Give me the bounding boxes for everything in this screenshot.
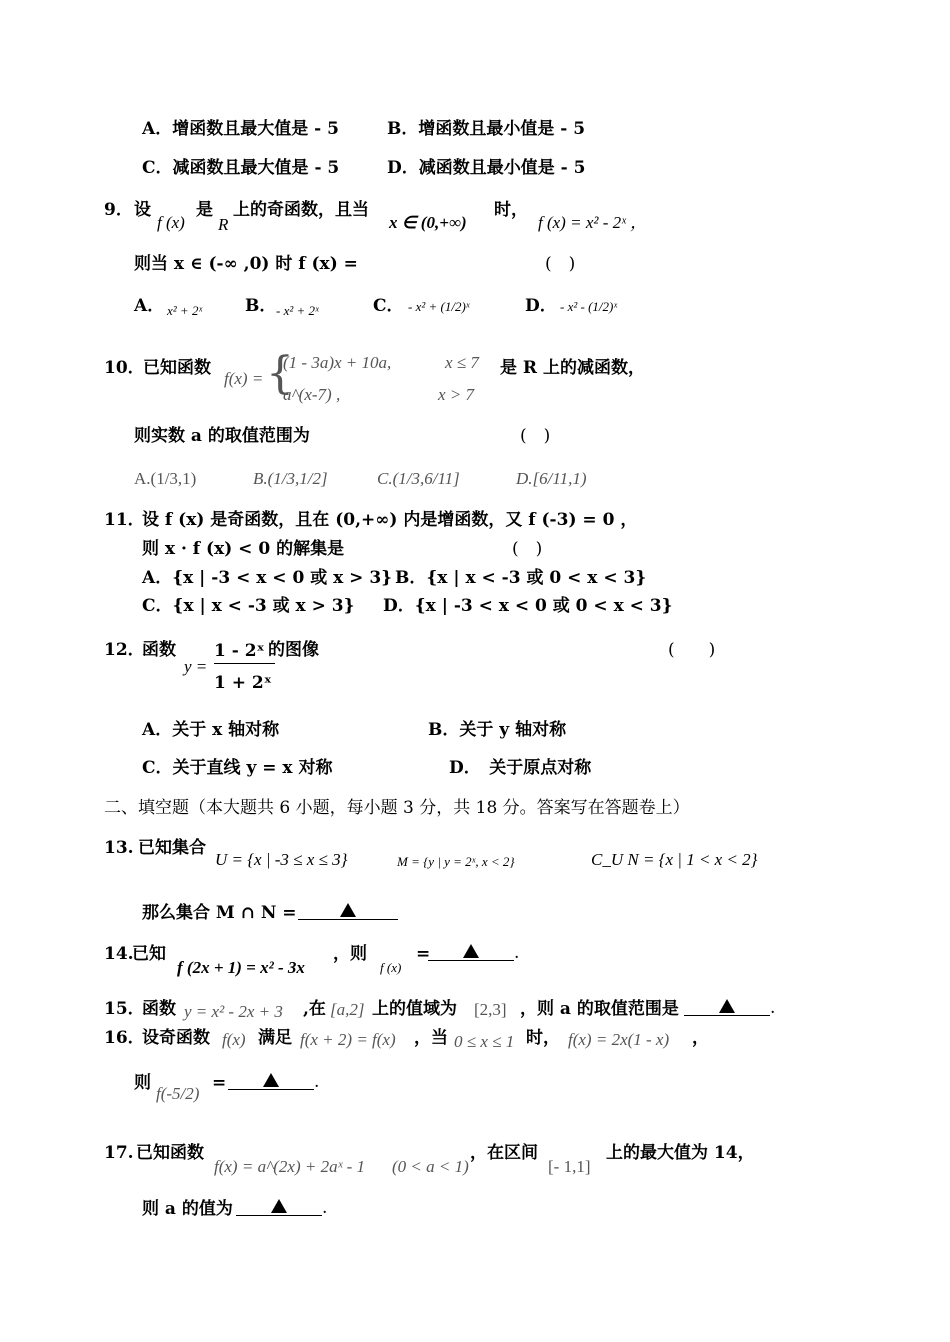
q16-text: ，当 xyxy=(414,1028,448,1048)
q10-brace: { xyxy=(266,348,294,399)
q10-case2: a^(x-7) , xyxy=(283,385,341,404)
q10-cond2: x > 7 xyxy=(438,385,475,404)
q9-text: 设 xyxy=(134,200,151,220)
q16-question-line: 则 xyxy=(134,1073,151,1093)
q17-question-line: 则 a 的值为 xyxy=(142,1199,233,1219)
triangle-icon xyxy=(271,1199,287,1213)
q9-answer-paren: ( ) xyxy=(545,254,576,274)
q16-fx: f(x) xyxy=(222,1030,246,1049)
q15-range-text: 上的值域为 xyxy=(372,999,457,1019)
q9-option-b-label: B． xyxy=(245,296,277,316)
q17-answer-blank[interactable]: . xyxy=(236,1197,327,1217)
q14-tail: ，则 xyxy=(333,944,367,964)
q9-fx: f (x) xyxy=(157,213,185,232)
q17-expression: f(x) = a^(2x) + 2aˣ - 1 xyxy=(214,1157,366,1176)
q15-expression: y = x² - 2x + 3 xyxy=(184,1002,283,1021)
q10-option-c: C.(1/3,6/11] xyxy=(377,469,460,488)
q16-answer-blank[interactable]: . xyxy=(228,1071,319,1091)
q16-comma: ， xyxy=(692,1028,709,1048)
q10-number: 10． xyxy=(104,358,145,378)
q12-answer-paren: ( ) xyxy=(668,640,716,660)
q11-option-c: C．{x | x < -3 或 x > 3} xyxy=(142,596,355,616)
q11-line2: 则 x · f (x) < 0 的解集是 xyxy=(142,539,345,559)
q11-option-a: A．{x | -3 < x < 0 或 x > 3} xyxy=(142,568,393,588)
q9-option-d-label: D． xyxy=(525,296,557,316)
q17-condition: (0 < a < 1) xyxy=(392,1157,469,1176)
q15-number: 15． xyxy=(104,999,145,1019)
q13-answer-blank[interactable] xyxy=(298,901,398,921)
q16-expression: f(x) = 2x(1 - x) xyxy=(568,1030,670,1049)
q9-text: 时， xyxy=(494,200,528,220)
q9-option-c: - x² + (1/2)ˣ xyxy=(408,299,470,314)
q16-condition: f(x + 2) = f(x) xyxy=(300,1030,396,1049)
q9-option-b: - x² + 2ˣ xyxy=(276,303,319,318)
q12-number: 12． xyxy=(104,640,145,660)
q16-eq: = xyxy=(212,1073,227,1093)
q10-option-d: D.[6/11,1) xyxy=(516,469,587,488)
q10-text: 已知函数 xyxy=(143,358,211,378)
q9-option-a-label: A． xyxy=(134,296,165,316)
q11-option-b: B．{x | x < -3 或 0 < x < 3} xyxy=(395,568,647,588)
q15-range: [2,3] xyxy=(474,1000,507,1019)
q15-mid: ,在 xyxy=(303,999,326,1019)
q12-option-d: D． 关于原点对称 xyxy=(449,758,592,778)
q11-answer-paren: ( ) xyxy=(512,539,543,559)
q10-option-b: B.(1/3,1/2] xyxy=(253,469,328,488)
q14-expression: f (2x + 1) = x² - 3x xyxy=(177,958,305,977)
q10-option-a: A.(1/3,1) xyxy=(134,469,197,488)
q9-R: R xyxy=(218,215,229,234)
q9-question-line: 则当 x ∈ (-∞ ,0) 时 f (x) = xyxy=(134,254,358,274)
q16-argument: f(-5/2) xyxy=(156,1084,200,1103)
q13-number: 13. xyxy=(104,838,134,858)
q10-case1: (1 - 3a)x + 10a, xyxy=(283,353,392,372)
q17-number: 17. xyxy=(104,1143,134,1163)
q9-text: 上的奇函数，且当 xyxy=(233,200,369,220)
q16-text: 时， xyxy=(526,1028,560,1048)
q16-text: 设奇函数 xyxy=(142,1028,210,1048)
q17-text: 已知函数 xyxy=(136,1143,204,1163)
q12-y: y = xyxy=(184,657,208,676)
q14-fx: f (x) xyxy=(380,960,402,975)
q13-complement: C_U N = {x | 1 < x < 2} xyxy=(591,850,758,869)
q17-interval: [- 1,1] xyxy=(548,1157,591,1176)
q8-option-b: B．增函数且最小值是 - 5 xyxy=(387,119,586,139)
q12-denominator: 1 + 2ˣ xyxy=(214,673,272,693)
triangle-icon xyxy=(719,999,735,1013)
q8-option-d: D．减函数且最小值是 - 5 xyxy=(387,158,586,178)
q9-option-d: - x² - (1/2)ˣ xyxy=(560,299,618,314)
q15-text: 函数 xyxy=(142,999,176,1019)
q9-expression: f (x) = x² - 2ˣ ， xyxy=(538,213,648,232)
q16-number: 16． xyxy=(104,1028,145,1048)
q17-text: ，在区间 xyxy=(470,1143,538,1163)
section-heading: 二、填空题（本大题共 6 小题，每小题 3 分，共 18 分。答案写在答题卷上） xyxy=(104,798,690,818)
q14-answer-blank[interactable]: . xyxy=(428,942,519,962)
q12-option-c: C．关于直线 y = x 对称 xyxy=(142,758,333,778)
q13-question-line: 那么集合 M ∩ N = xyxy=(142,903,297,923)
q8-option-a: A．增函数且最大值是 - 5 xyxy=(142,119,339,139)
q12-text: 函数 xyxy=(142,640,176,660)
q11-line1: 设 f (x) 是奇函数，且在 (0,+∞) 内是增函数，又 f (-3) = 0 ， xyxy=(142,510,638,530)
q13-text: 已知集合 xyxy=(138,838,206,858)
q9-option-c-label: C． xyxy=(373,296,404,316)
q10-tail: 是 R 上的减函数， xyxy=(500,358,645,378)
q11-option-d: D．{x | -3 < x < 0 或 0 < x < 3} xyxy=(383,596,673,616)
q9-option-a: x² + 2ˣ xyxy=(167,303,203,318)
triangle-icon xyxy=(463,944,479,958)
q9-text: 是 xyxy=(196,200,213,220)
q15-interval: [a,2] xyxy=(330,1000,365,1019)
q12-numerator: 1 - 2ˣ xyxy=(214,643,275,664)
triangle-icon xyxy=(340,903,356,917)
q9-number: 9． xyxy=(104,200,133,220)
q13-set-M: M = {y | y = 2ˣ, x < 2} xyxy=(397,854,515,869)
q10-cond1: x ≤ 7 xyxy=(445,353,479,372)
triangle-icon xyxy=(263,1073,279,1087)
q15-answer-blank[interactable]: . xyxy=(684,997,775,1017)
q10-fx: f(x) = xyxy=(224,369,264,388)
q15-tail: ，则 a 的取值范围是 xyxy=(520,999,679,1019)
q10-question-line: 则实数 a 的取值范围为 xyxy=(134,426,310,446)
q14-number: 14. xyxy=(104,944,134,964)
q11-number: 11． xyxy=(104,510,145,530)
q17-text: 上的最大值为 14， xyxy=(606,1143,755,1163)
q9-domain: x ∈ (0,+∞) xyxy=(389,213,467,232)
q12-tail: 的图像 xyxy=(268,640,319,660)
q10-answer-paren: ( ) xyxy=(520,426,551,446)
q16-text: 满足 xyxy=(258,1028,292,1048)
q14-eq: = xyxy=(416,944,431,964)
q14-text: 已知 xyxy=(132,944,166,964)
q16-domain: 0 ≤ x ≤ 1 xyxy=(454,1032,515,1051)
q8-option-c: C．减函数且最大值是 - 5 xyxy=(142,158,340,178)
q12-option-a: A．关于 x 轴对称 xyxy=(142,720,280,740)
q12-option-b: B．关于 y 轴对称 xyxy=(428,720,567,740)
q13-set-U: U = {x | -3 ≤ x ≤ 3} xyxy=(215,850,348,869)
